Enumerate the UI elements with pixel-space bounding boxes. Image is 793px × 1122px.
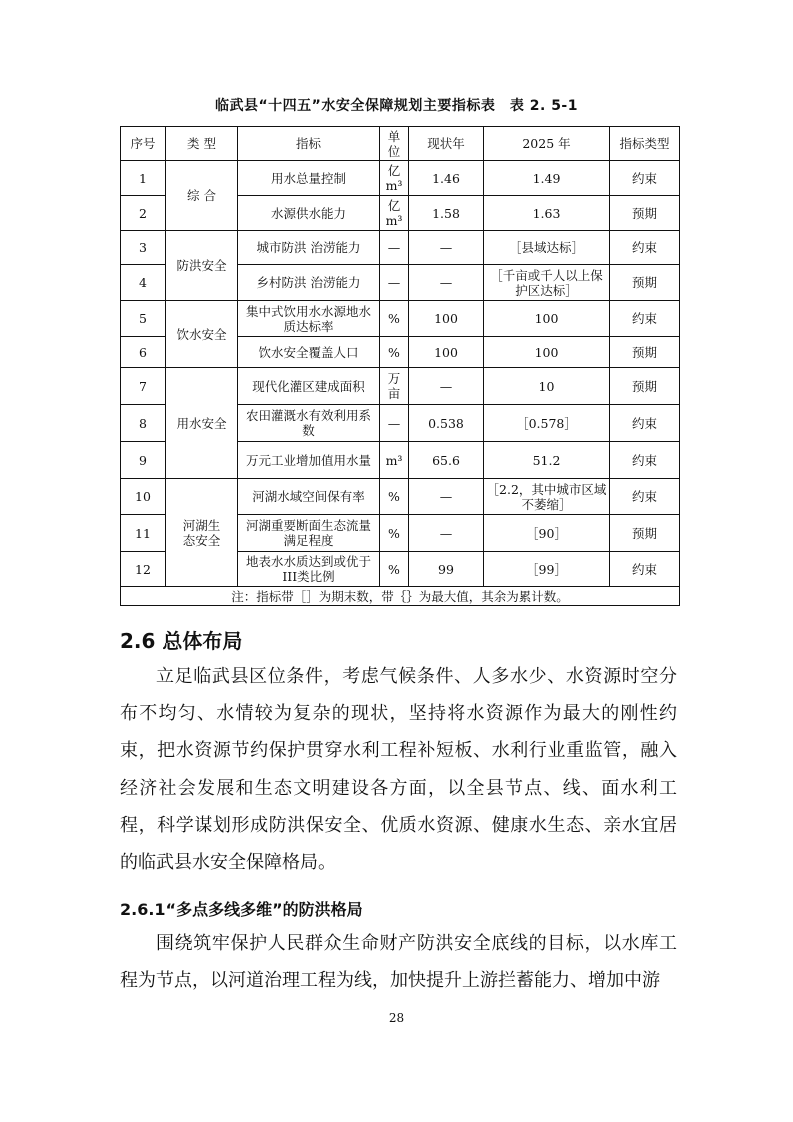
table-row xyxy=(121,161,680,196)
cell-no: 3 xyxy=(121,231,166,265)
cell-current: 1.46 xyxy=(409,161,484,196)
cell-category: 饮水安全 xyxy=(166,301,238,368)
cell-current: — xyxy=(409,515,484,552)
cell-indicator: 现代化灌区建成面积 xyxy=(238,368,380,405)
page-number: 28 xyxy=(388,1011,405,1025)
cell-unit: m³ xyxy=(380,442,409,479)
cell-no: 5 xyxy=(121,301,166,337)
header-type: 指标类型 xyxy=(610,127,680,161)
cell-type: 预期 xyxy=(610,515,680,552)
table-header-row xyxy=(121,127,680,161)
cell-current: — xyxy=(409,479,484,515)
cell-indicator: 饮水安全覆盖人口 xyxy=(238,337,380,368)
cell-type: 约束 xyxy=(610,301,680,337)
section-heading: 2.6 总体布局 xyxy=(120,629,243,653)
header-indicator: 指标 xyxy=(238,127,380,161)
header-target: 2025 年 xyxy=(484,127,610,161)
cell-indicator: 城市防洪 治涝能力 xyxy=(238,231,380,265)
indicator-table xyxy=(120,126,680,606)
subsection-heading: 2.6.1“多点多线多维”的防洪格局 xyxy=(120,900,363,919)
cell-current: 100 xyxy=(409,337,484,368)
cell-target: ［99］ xyxy=(484,552,610,587)
cell-indicator: 乡村防洪 治涝能力 xyxy=(238,265,380,301)
cell-no: 8 xyxy=(121,405,166,442)
cell-target: ［县域达标］ xyxy=(484,231,610,265)
cell-type: 预期 xyxy=(610,196,680,231)
cell-no: 6 xyxy=(121,337,166,368)
cell-current: — xyxy=(409,265,484,301)
cell-no: 1 xyxy=(121,161,166,196)
cell-target: ［90］ xyxy=(484,515,610,552)
cell-indicator: 集中式饮用水水源地水质达标率 xyxy=(238,301,380,337)
cell-indicator: 用水总量控制 xyxy=(238,161,380,196)
cell-type: 预期 xyxy=(610,337,680,368)
header-current: 现状年 xyxy=(409,127,484,161)
cell-indicator: 河湖水域空间保有率 xyxy=(238,479,380,515)
cell-unit: % xyxy=(380,515,409,552)
cell-unit: % xyxy=(380,301,409,337)
cell-target: 1.49 xyxy=(484,161,610,196)
table-row xyxy=(121,231,680,265)
cell-unit: 万亩 xyxy=(380,368,409,405)
cell-unit: — xyxy=(380,231,409,265)
table-row xyxy=(121,368,680,405)
cell-category: 综 合 xyxy=(166,161,238,231)
cell-type: 约束 xyxy=(610,552,680,587)
cell-target: ［0.578］ xyxy=(484,405,610,442)
cell-current: 1.58 xyxy=(409,196,484,231)
body-paragraph: 立足临武县区位条件，考虑气候条件、人多水少、水资源时空分布不均匀、水情较为复杂的现状，坚持将水资源作为最大的刚性约束，把水资源节约保护贯穿水利工程补短板、水利行业重监管，融入经济社会发展和生态文明建设各方面，以全县节点、线、面水利工程，科学谋划形成防洪保安全、优质水资源、健康水生态、亲水宜居的临武县水安全保障格局。 xyxy=(120,666,677,874)
cell-indicator: 水源供水能力 xyxy=(238,196,380,231)
cell-no: 10 xyxy=(121,479,166,515)
cell-unit: 亿 m³ xyxy=(380,161,409,196)
cell-indicator: 农田灌溉水有效利用系数 xyxy=(238,405,380,442)
table-row xyxy=(121,479,680,515)
cell-current: — xyxy=(409,231,484,265)
body-paragraph: 围绕筑牢保护人民群众生命财产防洪安全底线的目标，以水库工程为节点，以河道治理工程为线，加快提升上游拦蓄能力、增加中游 xyxy=(120,933,677,992)
cell-no: 2 xyxy=(121,196,166,231)
cell-type: 预期 xyxy=(610,368,680,405)
cell-current: 65.6 xyxy=(409,442,484,479)
cell-target: ［千亩或千人以上保护区达标］ xyxy=(484,265,610,301)
cell-indicator: 地表水水质达到或优于III类比例 xyxy=(238,552,380,587)
cell-unit: % xyxy=(380,479,409,515)
header-unit: 单位 xyxy=(380,127,409,161)
cell-unit: 亿 m³ xyxy=(380,196,409,231)
cell-no: 4 xyxy=(121,265,166,301)
cell-type: 约束 xyxy=(610,479,680,515)
cell-no: 12 xyxy=(121,552,166,587)
cell-category: 河湖生态安全 xyxy=(166,479,238,587)
cell-type: 约束 xyxy=(610,405,680,442)
cell-current: — xyxy=(409,368,484,405)
table-note-row xyxy=(121,587,680,606)
cell-unit: — xyxy=(380,265,409,301)
cell-type: 预期 xyxy=(610,265,680,301)
header-category: 类 型 xyxy=(166,127,238,161)
cell-target: 100 xyxy=(484,337,610,368)
cell-type: 约束 xyxy=(610,231,680,265)
cell-unit: % xyxy=(380,337,409,368)
cell-indicator: 万元工业增加值用水量 xyxy=(238,442,380,479)
cell-type: 约束 xyxy=(610,161,680,196)
cell-current: 100 xyxy=(409,301,484,337)
cell-target: 1.63 xyxy=(484,196,610,231)
cell-target: 51.2 xyxy=(484,442,610,479)
cell-category: 防洪安全 xyxy=(166,231,238,301)
cell-current: 0.538 xyxy=(409,405,484,442)
header-no: 序号 xyxy=(121,127,166,161)
cell-no: 11 xyxy=(121,515,166,552)
table-caption: 临武县“十四五”水安全保障规划主要指标表 表 2. 5-1 xyxy=(214,98,578,114)
cell-unit: % xyxy=(380,552,409,587)
cell-target: 100 xyxy=(484,301,610,337)
cell-target: 10 xyxy=(484,368,610,405)
cell-no: 9 xyxy=(121,442,166,479)
cell-current: 99 xyxy=(409,552,484,587)
cell-no: 7 xyxy=(121,368,166,405)
cell-unit: — xyxy=(380,405,409,442)
cell-indicator: 河湖重要断面生态流量满足程度 xyxy=(238,515,380,552)
table-note: 注：指标带［］为期末数，带｛｝为最大值，其余为累计数。 xyxy=(121,587,680,606)
cell-target: ［2.2，其中城市区域不萎缩］ xyxy=(484,479,610,515)
table-row xyxy=(121,301,680,337)
cell-type: 约束 xyxy=(610,442,680,479)
cell-category: 用水安全 xyxy=(166,368,238,479)
